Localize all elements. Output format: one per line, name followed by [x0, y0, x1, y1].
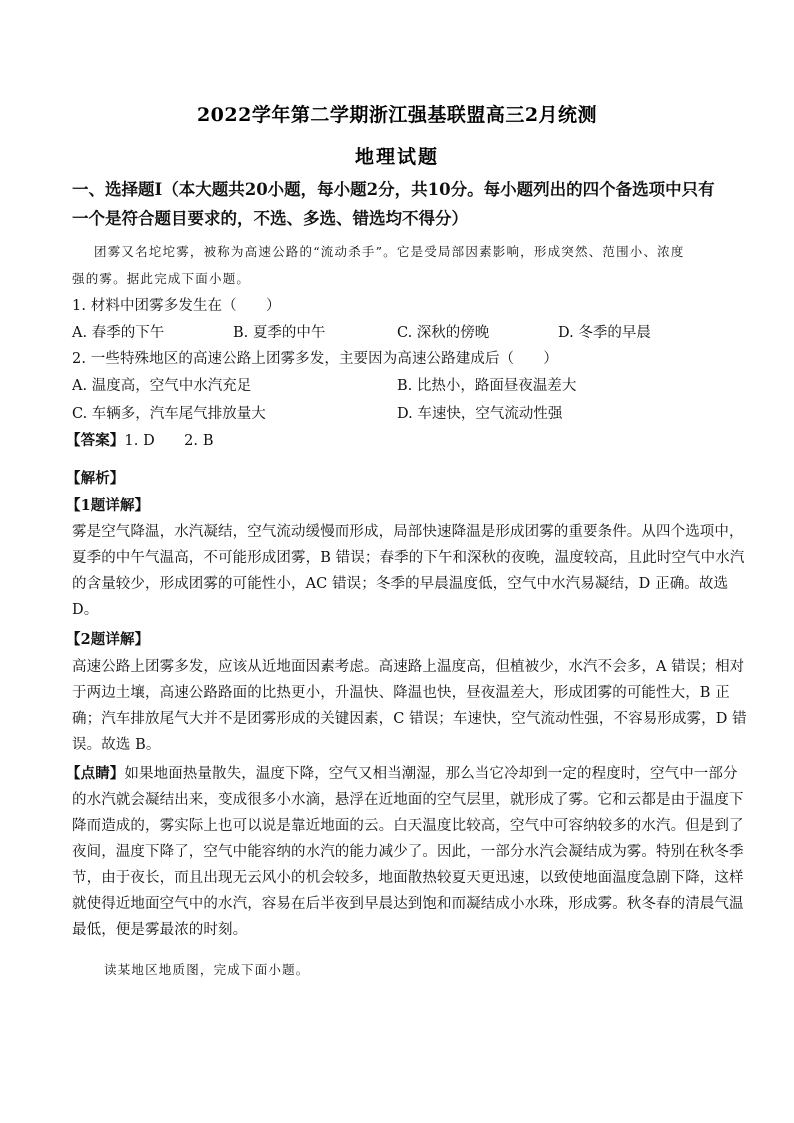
detail-2-line-2: 于两边土壤，高速公路路面的比热更小，升温快、降温也快，昼夜温差大，形成团雾的可能性大，B 正: [72, 685, 730, 701]
question-2-stem: 2. 一些特殊地区的高速公路上团雾多发，主要因为高速公路建成后（ ）: [72, 351, 558, 367]
question-1-stem: 1. 材料中团雾多发生在（ ）: [72, 298, 281, 314]
next-material: 读某地区地质图，完成下面小题。: [104, 962, 310, 977]
q1-option-b: B. 夏季的中午: [233, 325, 326, 341]
material-line-2: 强的雾。据此完成下面小题。: [72, 271, 251, 286]
detail-1-line-4: D。: [72, 602, 99, 618]
q2-option-a: A. 温度高，空气中水汽充足: [72, 378, 252, 394]
document-subtitle: 地理试题: [354, 146, 439, 168]
tips-line-6: 就使得近地面空气中的水汽，容易在后半夜到早晨达到饱和而凝结成小水珠，形成雾。秋冬春的清晨气温: [72, 896, 744, 912]
q1-option-d: D. 冬季的早晨: [558, 325, 651, 341]
analysis-label: 【解析】: [66, 470, 125, 487]
detail-2-label: 【2题详解】: [66, 631, 150, 648]
detail-2-line-3: 确；汽车排放尾气大并不是团雾形成的关键因素，C 错误；车速快，空气流动性强，不容易形成雾，D 错: [72, 711, 747, 727]
tips-line-7: 最低，便是雾最浓的时刻。: [72, 922, 248, 938]
tips-text-1: 如果地面热量散失，温度下降，空气又相当潮湿，那么当它冷却到一定的程度时，空气中一部分: [124, 766, 738, 782]
answer-label: 【答案】: [66, 432, 125, 449]
section-header-line-2: 一个是符合题目要求的，不选、多选、错选均不得分）: [72, 209, 468, 228]
detail-2-line-4: 误。故选 B。: [72, 737, 161, 753]
detail-1-line-1: 雾是空气降温，水汽凝结，空气流动缓慢而形成，局部快速降温是形成团雾的重要条件。从四个选项中，: [72, 524, 744, 540]
tips-line-1: [66, 764, 738, 784]
q1-option-c: C. 深秋的傍晚: [397, 325, 490, 341]
detail-1-label: 【1题详解】: [66, 497, 150, 514]
section-header-line-1: 一、选择题Ⅰ（本大题共20小题，每小题2分，共10分。每小题列出的四个备选项中只有: [72, 180, 715, 199]
tips-line-4: 夜间，温度下降了，空气中能容纳的水汽的能力减少了。因此，一部分水汽会凝结成为雾。特别在秋冬季: [72, 844, 744, 860]
material-line-1: 团雾又名坨坨雾，被称为高速公路的“流动杀手”。它是受局部因素影响，形成突然、范围小、浓度: [94, 244, 685, 259]
tips-line-5: 节，由于夜长，而且出现无云风小的机会较多，地面散热较夏天更迅速，以致使地面温度急剧下降，这样: [72, 870, 744, 886]
detail-1-line-2: 夏季的中午气温高，不可能形成团雾，B 错误；春季的下午和深秋的夜晚，温度较高，且此时空气中水汽: [72, 550, 745, 566]
tips-line-3: 降而造成的，雾实际上也可以说是靠近地面的云。白天温度比较高，空气中可容纳较多的水汽。但是到了: [72, 818, 744, 834]
tips-line-2: 的水汽就会凝结出来，变成很多小水滴，悬浮在近地面的空气层里，就形成了雾。它和云都是由于温度下: [72, 792, 744, 808]
q1-option-a: A. 春季的下午: [72, 325, 165, 341]
q2-option-d: D. 车速快，空气流动性强: [397, 406, 563, 422]
q2-option-b: B. 比热小，路面昼夜温差大: [397, 378, 577, 394]
q2-option-c: C. 车辆多，汽车尾气排放量大: [72, 406, 266, 422]
answer-line: [66, 431, 726, 451]
tips-label: 【点睛】: [66, 765, 125, 782]
answer-text: 1. D 2. B: [124, 433, 214, 449]
detail-2-line-1: 高速公路上团雾多发，应该从近地面因素考虑。高速路上温度高，但植被少，水汽不会多，A 错误；相对: [72, 659, 745, 675]
detail-1-line-3: 的含量较少，形成团雾的可能性小，AC 错误；冬季的早晨温度低，空气中水汽易凝结，D 正确。故选: [72, 576, 729, 592]
document-title: 2022学年第二学期浙江强基联盟高三2月统测: [196, 104, 598, 126]
